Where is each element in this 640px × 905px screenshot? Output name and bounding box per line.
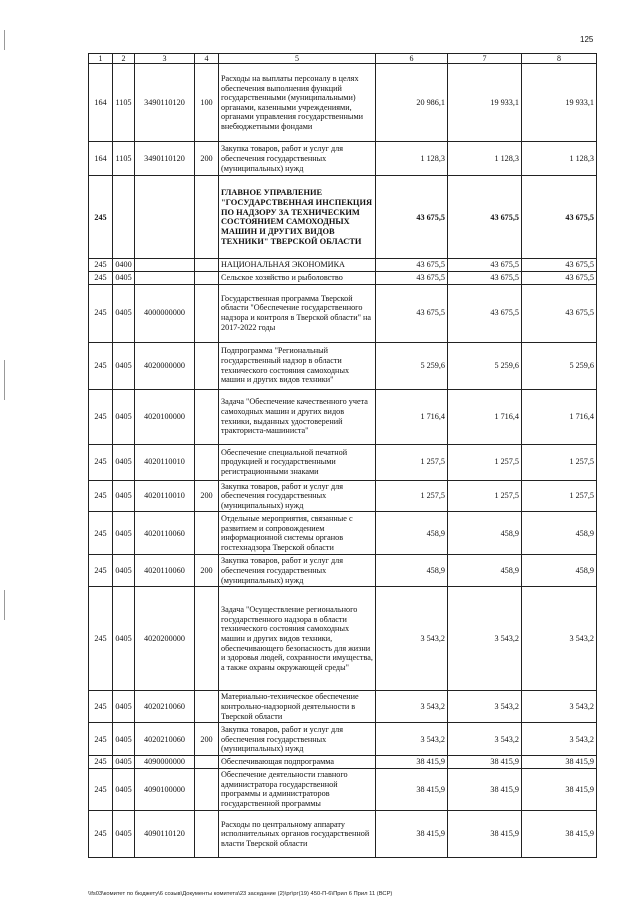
table-row — [89, 176, 597, 259]
table-row — [89, 480, 597, 512]
amount-cell: 43 675,5 — [376, 259, 448, 272]
amount-cell: 43 675,5 — [448, 176, 522, 259]
table-row — [89, 389, 597, 444]
amount-cell: 38 415,9 — [522, 768, 597, 810]
code-cell — [135, 259, 195, 272]
amount-cell: 458,9 — [448, 555, 522, 587]
code-cell: 4020110010 — [135, 480, 195, 512]
code-cell: 245 — [89, 512, 113, 555]
code-cell — [113, 176, 135, 259]
amount-cell: 38 415,9 — [448, 768, 522, 810]
code-cell: 0405 — [113, 512, 135, 555]
code-cell: 0405 — [113, 284, 135, 342]
code-cell: 200 — [195, 723, 219, 756]
code-cell: 4020210060 — [135, 691, 195, 723]
code-cell — [195, 756, 219, 769]
code-cell — [195, 271, 219, 284]
code-cell: 1105 — [113, 142, 135, 176]
amount-cell: 1 257,5 — [448, 444, 522, 480]
code-cell: 200 — [195, 480, 219, 512]
expense-name-cell: Закупка товаров, работ и услуг для обеспечения государственных (муниципальных) нужд — [219, 480, 376, 512]
amount-cell: 38 415,9 — [376, 768, 448, 810]
code-cell: 245 — [89, 756, 113, 769]
column-number: 3 — [135, 54, 195, 64]
amount-cell: 43 675,5 — [522, 176, 597, 259]
code-cell: 245 — [89, 342, 113, 389]
expense-name-cell: Закупка товаров, работ и услуг для обеспечения государственных (муниципальных) нужд — [219, 142, 376, 176]
amount-cell: 3 543,2 — [448, 723, 522, 756]
code-cell: 245 — [89, 444, 113, 480]
column-number: 8 — [522, 54, 597, 64]
amount-cell: 458,9 — [522, 512, 597, 555]
code-cell: 0405 — [113, 768, 135, 810]
amount-cell: 43 675,5 — [376, 284, 448, 342]
code-cell: 4090100000 — [135, 768, 195, 810]
code-cell: 0405 — [113, 342, 135, 389]
file-path-footer: \\fs03\комитет по бюджету\6 созыв\Документы комитета\23 заседание (2)\рг\рг(19) 450-П-6\Прил 6 Прил 11 (ВСР) — [88, 891, 393, 897]
code-cell — [195, 176, 219, 259]
code-cell: 4020110010 — [135, 444, 195, 480]
amount-cell: 38 415,9 — [522, 810, 597, 857]
column-number: 2 — [113, 54, 135, 64]
amount-cell: 3 543,2 — [522, 691, 597, 723]
code-cell: 245 — [89, 691, 113, 723]
code-cell: 4090110120 — [135, 810, 195, 857]
expense-name-cell: Расходы по центральному аппарату исполнительных органов государственной власти Тверской области — [219, 810, 376, 857]
amount-cell: 5 259,6 — [376, 342, 448, 389]
amount-cell: 43 675,5 — [376, 176, 448, 259]
expense-name-cell: Сельское хозяйство и рыболовство — [219, 271, 376, 284]
table-row — [89, 271, 597, 284]
amount-cell: 458,9 — [376, 555, 448, 587]
code-cell: 245 — [89, 271, 113, 284]
code-cell: 164 — [89, 142, 113, 176]
amount-cell: 3 543,2 — [522, 587, 597, 691]
code-cell: 0405 — [113, 555, 135, 587]
expense-name-cell: Расходы на выплаты персоналу в целях обеспечения выполнения функций государственными (муниципальными) органами, казенными учреждениями, органами управления государственными внебюджетными фондами — [219, 64, 376, 142]
expense-name-cell: Материально-техническое обеспечение контрольно-надзорной деятельности в Тверской области — [219, 691, 376, 723]
amount-cell: 43 675,5 — [448, 271, 522, 284]
code-cell — [195, 284, 219, 342]
amount-cell: 1 128,3 — [448, 142, 522, 176]
code-cell — [195, 389, 219, 444]
table-row — [89, 555, 597, 587]
expense-name-cell: НАЦИОНАЛЬНАЯ ЭКОНОМИКА — [219, 259, 376, 272]
amount-cell: 458,9 — [448, 512, 522, 555]
table-row — [89, 768, 597, 810]
code-cell: 245 — [89, 723, 113, 756]
expense-name-cell: Подпрограмма "Региональный государственный надзор в области технического состояния самоходных машин и других видов техники" — [219, 342, 376, 389]
table-row — [89, 512, 597, 555]
code-cell: 4020100000 — [135, 389, 195, 444]
expense-name-cell: Обеспечение деятельности главного администратора государственной программы и администраторов государственной программы — [219, 768, 376, 810]
code-cell — [135, 176, 195, 259]
code-cell: 4090000000 — [135, 756, 195, 769]
code-cell: 0405 — [113, 480, 135, 512]
table-row — [89, 64, 597, 142]
code-cell: 4020110060 — [135, 512, 195, 555]
amount-cell: 3 543,2 — [448, 587, 522, 691]
scan-edge-mark — [4, 30, 5, 50]
amount-cell: 43 675,5 — [522, 271, 597, 284]
expense-name-cell: Обеспечивающая подпрограмма — [219, 756, 376, 769]
expense-name-cell: Отдельные мероприятия, связанные с развитием и сопровождением информационной системы органов гостехнадзора Тверской области — [219, 512, 376, 555]
amount-cell: 38 415,9 — [448, 756, 522, 769]
column-number: 4 — [195, 54, 219, 64]
amount-cell: 19 933,1 — [522, 64, 597, 142]
code-cell — [135, 271, 195, 284]
expense-name-cell: ГЛАВНОЕ УПРАВЛЕНИЕ "ГОСУДАРСТВЕННАЯ ИНСПЕКЦИЯ ПО НАДЗОРУ ЗА ТЕХНИЧЕСКИМ СОСТОЯНИЕМ САМОХОДНЫХ МАШИН И ДРУГИХ ВИДОВ ТЕХНИКИ" ТВЕРСКОЙ ОБЛАСТИ — [219, 176, 376, 259]
code-cell: 0405 — [113, 723, 135, 756]
table-row — [89, 142, 597, 176]
table-row — [89, 284, 597, 342]
amount-cell: 3 543,2 — [522, 723, 597, 756]
amount-cell: 1 128,3 — [376, 142, 448, 176]
code-cell — [195, 810, 219, 857]
amount-cell: 38 415,9 — [448, 810, 522, 857]
table-row — [89, 259, 597, 272]
column-number: 7 — [448, 54, 522, 64]
code-cell: 245 — [89, 389, 113, 444]
amount-cell: 3 543,2 — [376, 723, 448, 756]
page-number: 125 — [580, 35, 594, 44]
amount-cell: 1 257,5 — [376, 444, 448, 480]
amount-cell: 5 259,6 — [448, 342, 522, 389]
expense-name-cell: Обеспечение специальной печатной продукцией и государственными регистрационными знаками — [219, 444, 376, 480]
code-cell: 0405 — [113, 810, 135, 857]
code-cell: 0405 — [113, 271, 135, 284]
amount-cell: 19 933,1 — [448, 64, 522, 142]
amount-cell: 1 716,4 — [376, 389, 448, 444]
code-cell: 0405 — [113, 691, 135, 723]
table-row — [89, 587, 597, 691]
code-cell: 0405 — [113, 587, 135, 691]
amount-cell: 1 257,5 — [522, 444, 597, 480]
code-cell: 0405 — [113, 389, 135, 444]
amount-cell: 43 675,5 — [448, 259, 522, 272]
code-cell — [195, 259, 219, 272]
amount-cell: 3 543,2 — [376, 587, 448, 691]
column-number: 5 — [219, 54, 376, 64]
amount-cell: 1 257,5 — [522, 480, 597, 512]
amount-cell: 1 257,5 — [448, 480, 522, 512]
amount-cell: 43 675,5 — [522, 259, 597, 272]
code-cell: 200 — [195, 555, 219, 587]
amount-cell: 38 415,9 — [376, 756, 448, 769]
table-row — [89, 444, 597, 480]
code-cell: 245 — [89, 810, 113, 857]
amount-cell: 458,9 — [522, 555, 597, 587]
code-cell: 245 — [89, 587, 113, 691]
amount-cell: 43 675,5 — [448, 284, 522, 342]
amount-cell: 1 257,5 — [376, 480, 448, 512]
code-cell: 245 — [89, 176, 113, 259]
expense-name-cell: Задача "Осуществление регионального государственного надзора в области технического состояния самоходных машин и других видов техники, обеспечивающего безопасность для жизни и здоровья людей, сохранности имущества, а также охраны окружающей среды" — [219, 587, 376, 691]
code-cell — [195, 512, 219, 555]
code-cell: 245 — [89, 259, 113, 272]
column-number: 1 — [89, 54, 113, 64]
code-cell: 245 — [89, 555, 113, 587]
code-cell: 100 — [195, 64, 219, 142]
expense-name-cell: Закупка товаров, работ и услуг для обеспечения государственных (муниципальных) нужд — [219, 555, 376, 587]
code-cell — [195, 342, 219, 389]
table-row — [89, 342, 597, 389]
code-cell: 200 — [195, 142, 219, 176]
amount-cell: 43 675,5 — [522, 284, 597, 342]
expense-name-cell: Задача "Обеспечение качественного учета самоходных машин и других видов техники, выданных удостоверений тракториста-машиниста" — [219, 389, 376, 444]
code-cell: 164 — [89, 64, 113, 142]
code-cell: 3490110120 — [135, 142, 195, 176]
column-number: 6 — [376, 54, 448, 64]
column-number-row — [89, 54, 597, 64]
code-cell: 4000000000 — [135, 284, 195, 342]
amount-cell: 1 716,4 — [522, 389, 597, 444]
scan-edge-mark — [4, 360, 5, 400]
budget-table — [88, 53, 597, 858]
amount-cell: 20 986,1 — [376, 64, 448, 142]
code-cell: 1105 — [113, 64, 135, 142]
expense-name-cell: Закупка товаров, работ и услуг для обеспечения государственных (муниципальных) нужд — [219, 723, 376, 756]
table-row — [89, 810, 597, 857]
code-cell: 4020200000 — [135, 587, 195, 691]
code-cell — [195, 444, 219, 480]
code-cell — [195, 768, 219, 810]
code-cell: 245 — [89, 284, 113, 342]
code-cell: 0405 — [113, 756, 135, 769]
table-row — [89, 756, 597, 769]
code-cell: 3490110120 — [135, 64, 195, 142]
code-cell: 4020110060 — [135, 555, 195, 587]
expense-name-cell: Государственная программа Тверской области "Обеспечение государственного надзора и контроля в Тверской области" на 2017-2022 годы — [219, 284, 376, 342]
amount-cell: 1 716,4 — [448, 389, 522, 444]
scan-edge-mark — [4, 590, 5, 620]
code-cell — [195, 587, 219, 691]
table-row — [89, 691, 597, 723]
amount-cell: 38 415,9 — [522, 756, 597, 769]
amount-cell: 1 128,3 — [522, 142, 597, 176]
table-row — [89, 723, 597, 756]
code-cell: 245 — [89, 480, 113, 512]
amount-cell: 5 259,6 — [522, 342, 597, 389]
code-cell: 4020210060 — [135, 723, 195, 756]
amount-cell: 3 543,2 — [376, 691, 448, 723]
code-cell: 0405 — [113, 444, 135, 480]
amount-cell: 458,9 — [376, 512, 448, 555]
amount-cell: 38 415,9 — [376, 810, 448, 857]
code-cell: 4020000000 — [135, 342, 195, 389]
code-cell: 0400 — [113, 259, 135, 272]
code-cell — [195, 691, 219, 723]
amount-cell: 43 675,5 — [376, 271, 448, 284]
code-cell: 245 — [89, 768, 113, 810]
amount-cell: 3 543,2 — [448, 691, 522, 723]
